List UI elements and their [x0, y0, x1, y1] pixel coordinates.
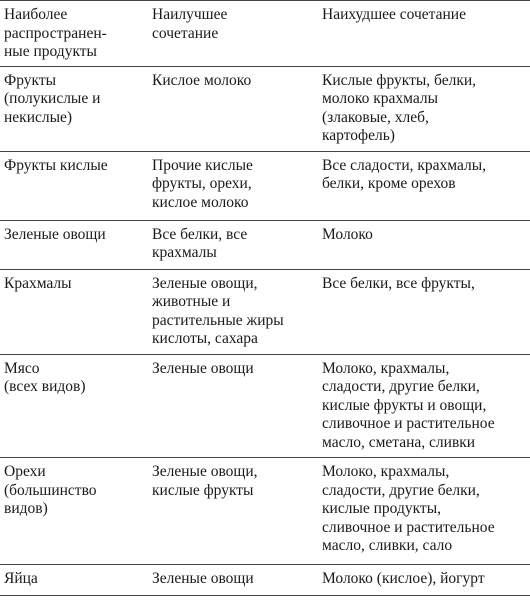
cell-product: Орехи (большинство видов) — [4, 463, 97, 517]
table-row — [0, 151, 530, 220]
cell-product: Мясо (всех видов) — [4, 359, 86, 395]
cell-best: Кислое молоко — [152, 71, 252, 89]
table-row — [0, 458, 530, 565]
cell-worst: Молоко (кислое), йогурт — [322, 570, 485, 587]
table-row — [0, 269, 530, 354]
table-row — [0, 354, 530, 458]
cell-product: Яйца — [4, 570, 38, 587]
table-row — [0, 66, 530, 151]
cell-worst: Молоко, крахмалы, сладости, другие белки, кислые продукты, сливочное и растительное масло, сливки, сало — [322, 463, 495, 554]
cell-product: Крахмалы — [4, 274, 72, 292]
cell-worst: Молоко, крахмалы, сладости, другие белки, кислые фрукты и овощи, сливочное и растительное масло, сметана, сливки — [322, 359, 495, 451]
table-row — [0, 565, 530, 596]
header-best-combination: Наилучшее сочетание — [152, 6, 228, 42]
cell-worst: Кислые фрукты, белки, молоко крахмалы (злаковые, хлеб, картофель) — [322, 71, 477, 144]
cell-worst: Все сладости, крахмалы, белки, кроме орехов — [322, 156, 487, 192]
table-row — [0, 220, 530, 269]
table-body — [0, 66, 530, 596]
cell-product: Зеленые овощи — [4, 225, 106, 243]
cell-worst: Молоко — [322, 225, 373, 243]
cell-best: Зеленые овощи — [152, 570, 254, 587]
cell-best: Зеленые овощи — [152, 359, 254, 377]
cell-worst: Все белки, все фрукты, — [322, 274, 475, 292]
cell-best: Прочие кислые фрукты, орехи, кислое молоко — [152, 156, 253, 211]
cell-best: Зеленые овощи, животные и растительные жиры кислоты, сахара — [152, 274, 284, 347]
table-header — [0, 1, 530, 67]
header-product: Наиболее распространен- ные продукты — [4, 6, 107, 60]
header-worst-combination: Наихудшее сочетание — [322, 6, 466, 23]
cell-product: Фрукты (полукислые и некислые) — [4, 71, 101, 126]
cell-best: Все белки, все крахмалы — [152, 225, 248, 261]
cell-product: Фрукты кислые — [4, 156, 108, 174]
cell-best: Зеленые овощи, кислые фрукты — [152, 463, 258, 499]
header-row — [0, 1, 530, 67]
